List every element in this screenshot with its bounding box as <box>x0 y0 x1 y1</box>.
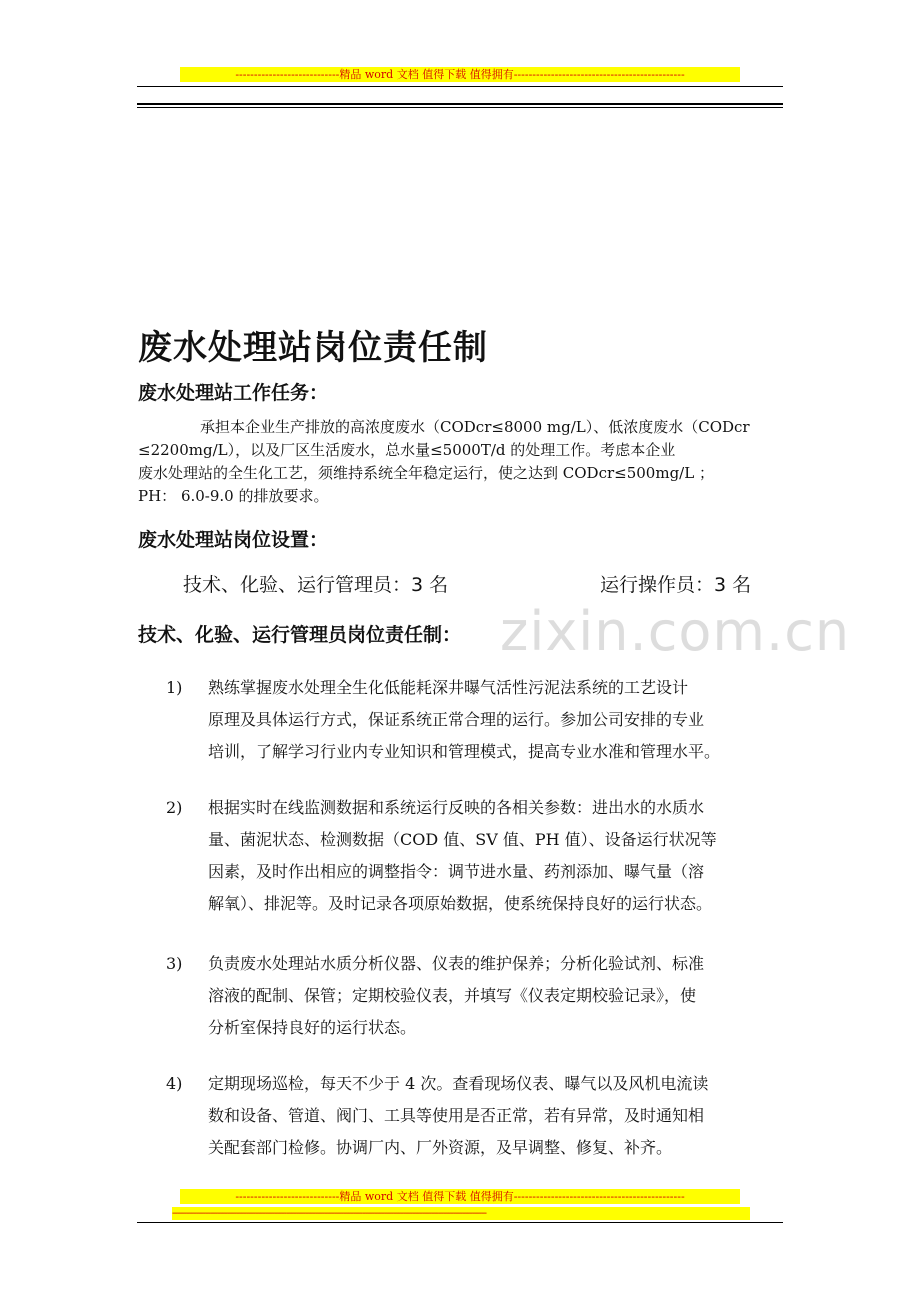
list-item-line: 培训，了解学习行业内专业知识和管理模式，提高专业水准和管理水平。 <box>208 742 721 761</box>
list-item-line: 根据实时在线监测数据和系统运行反映的各相关参数：进出水的水质水 <box>208 798 705 817</box>
header-banner: ----------------------------精品 word 文档 值得下载 值得拥有---------------------------------------------- <box>180 67 740 82</box>
watermark: zixin.com.cn <box>500 600 851 663</box>
paragraph-line: 承担本企业生产排放的高浓度废水（CODcr≤8000 mg/L）、低浓度废水（CODcr <box>200 418 750 436</box>
footer-rule <box>137 1222 783 1223</box>
list-item-line: 关配套部门检修。协调厂内、厂外资源，及早调整、修复、补齐。 <box>208 1138 673 1157</box>
list-item-line: 解氧）、排泥等。及时记录各项原始数据，使系统保持良好的运行状态。 <box>208 894 713 913</box>
section-heading-positions: 废水处理站岗位设置： <box>138 529 329 551</box>
list-item-number: 3) <box>166 954 183 973</box>
list-item <box>166 948 786 1044</box>
list-item-line: 分析室保持良好的运行状态。 <box>208 1018 417 1037</box>
list-item-number: 1) <box>166 678 183 697</box>
footer-banner-dashes: ------------------------------------------------------------------------------------------------------------------------------------ <box>172 1207 750 1220</box>
list-item <box>166 792 786 920</box>
footer-banner: ----------------------------精品 word 文档 值得下载 值得拥有---------------------------------------------- <box>180 1189 740 1204</box>
header-rule-bottom <box>137 107 783 108</box>
list-item-line: 数和设备、管道、阀门、工具等使用是否正常，若有异常，及时通知相 <box>208 1106 705 1125</box>
list-item-number: 4) <box>166 1074 183 1093</box>
header-rule-thin <box>137 86 783 87</box>
list-item-line: 原理及具体运行方式，保证系统正常合理的运行。参加公司安排的专业 <box>208 710 705 729</box>
staff-managers: 技术、化验、运行管理员：3 名 <box>183 574 449 596</box>
staff-operators: 运行操作员：3 名 <box>600 574 752 596</box>
list-item-line: 负责废水处理站水质分析仪器、仪表的维护保养；分析化验试剂、标准 <box>208 954 705 973</box>
list-item-text <box>208 792 786 920</box>
list-item-line: 溶液的配制、保管；定期校验仪表，并填写《仪表定期校验记录》，使 <box>208 986 697 1005</box>
tasks-paragraph <box>138 416 810 508</box>
paragraph-line: ≤2200mg/L），以及厂区生活废水，总水量≤5000T/d 的处理工作。考虑本企业 <box>138 441 676 459</box>
section-heading-tasks: 废水处理站工作任务： <box>138 382 329 404</box>
list-item <box>166 672 786 768</box>
list-item <box>166 1068 786 1164</box>
section-heading-responsibilities: 技术、化验、运行管理员岗位责任制： <box>138 624 462 646</box>
list-item-text <box>208 948 786 1044</box>
list-item-line: 熟练掌握废水处理全生化低能耗深井曝气活性污泥法系统的工艺设计 <box>208 678 689 697</box>
header-rule-thick <box>137 103 783 105</box>
document-title: 废水处理站岗位责任制 <box>138 328 488 368</box>
list-item-line: 因素，及时作出相应的调整指令：调节进水量、药剂添加、曝气量（溶 <box>208 862 705 881</box>
paragraph-line: 废水处理站的全生化工艺，须维持系统全年稳定运行，使之达到 CODcr≤500mg/L ； <box>138 464 714 482</box>
list-item-line: 量、菌泥状态、检测数据（COD 值、SV 值、PH 值）、设备运行状况等 <box>208 830 717 849</box>
list-item-text <box>208 1068 786 1164</box>
paragraph-line: PH： 6.0-9.0 的排放要求。 <box>138 487 329 505</box>
list-item-number: 2) <box>166 798 183 817</box>
list-item-line: 定期现场巡检，每天不少于 4 次。查看现场仪表、曝气以及风机电流读 <box>208 1074 709 1093</box>
list-item-text <box>208 672 786 768</box>
